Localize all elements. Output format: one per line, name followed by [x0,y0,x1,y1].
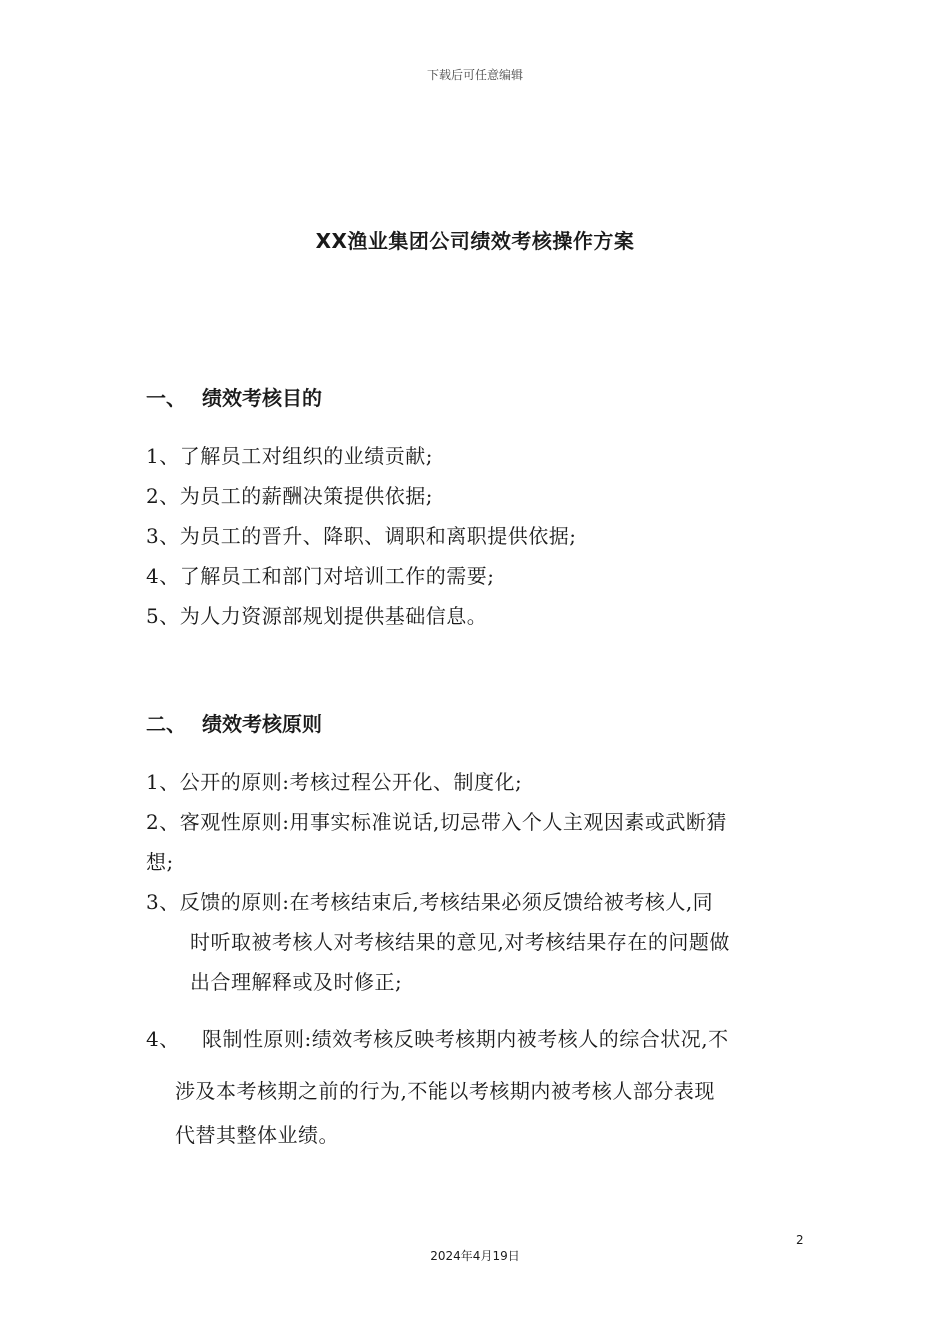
section1-number: 一、 [146,386,186,410]
section1-item: 5、为人力资源部规划提供基础信息。 [146,604,488,628]
document-title: XX渔业集团公司绩效考核操作方案 [315,229,635,253]
section2-heading [146,708,322,737]
section1-item: 1、了解员工对组织的业绩贡献; [146,444,433,468]
section2-item4-number: 4、 [146,1027,180,1051]
section2-item4-line3: 代替其整体业绩。 [175,1123,339,1147]
section2-item2-line1: 2、客观性原则:用事实标准说话,切忌带入个人主观因素或武断猜 [146,810,727,834]
section2-item3-line2: 时听取被考核人对考核结果的意见,对考核结果存在的问题做 [190,930,730,954]
page-number: 2 [796,1233,804,1247]
section2-title: 绩效考核原则 [202,712,322,736]
section2-item4-line2: 涉及本考核期之前的行为,不能以考核期内被考核人部分表现 [175,1079,715,1103]
section2-item4-line1 [146,1023,729,1052]
section2-item4-text: 限制性原则:绩效考核反映考核期内被考核人的综合状况,不 [202,1027,729,1051]
section1-item: 2、为员工的薪酬决策提供依据; [146,484,433,508]
section1-title: 绩效考核目的 [202,386,322,410]
section1-item: 3、为员工的晋升、降职、调职和离职提供依据; [146,524,577,548]
section2-number: 二、 [146,712,186,736]
section1-heading [146,382,322,411]
section2-item3-line3: 出合理解释或及时修正; [190,970,403,994]
section2-item2-line2: 想; [146,850,174,874]
section2-item1: 1、公开的原则:考核过程公开化、制度化; [146,770,523,794]
section2-item3-line1: 3、反馈的原则:在考核结束后,考核结果必须反馈给被考核人,同 [146,890,714,914]
section1-item: 4、了解员工和部门对培训工作的需要; [146,564,495,588]
footer-date: 2024年4月19日 [430,1249,520,1263]
header-note: 下载后可任意编辑 [426,68,523,82]
